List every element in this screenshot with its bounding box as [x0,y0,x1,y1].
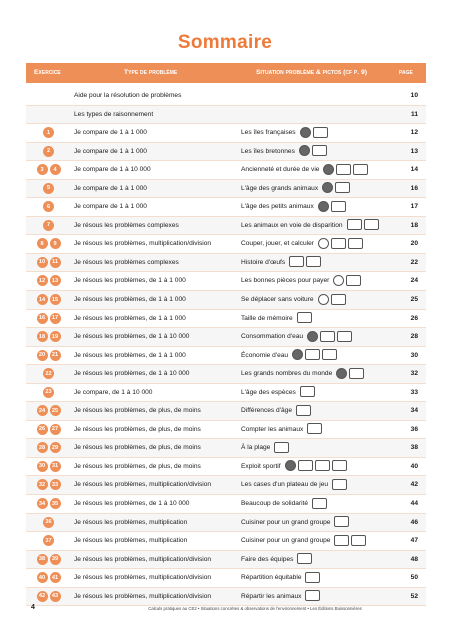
picto-box-icon [349,368,364,379]
table-row[interactable] [26,347,426,366]
exercise-numbers [26,384,71,401]
exercise-numbers [26,421,71,438]
exercise-number-badge: 21 [50,350,61,361]
page-ref: 11 [411,110,418,118]
problem-type: Je résous les problèmes, de plus, de moins [74,407,201,415]
picto-box-icon [334,516,349,527]
picto-box-icon [346,275,361,286]
exercise-number-badge: 6 [43,201,54,212]
problem-type: Je résous les problèmes complexes [74,221,179,229]
problem-type: Je compare de 1 à 10 000 [74,166,151,174]
problem-type: Je résous les problèmes, multiplication/division [74,574,212,582]
exercise-number-badge: 10 [37,257,48,268]
picto-box-icon [305,590,320,601]
exercise-number-badge: 30 [37,461,48,472]
exercise-number-badge: 29 [50,442,61,453]
exercise-number-badge: 16 [37,313,48,324]
exercise-numbers [26,495,71,512]
exercise-number-badge: 43 [50,591,61,602]
exercise-number-badge: 32 [37,479,48,490]
exercise-number-badge: 14 [37,294,48,305]
picto-box-icon [353,164,368,175]
header-type: Type de problème [124,69,178,76]
exercise-numbers [26,551,71,568]
page-ref: 33 [410,388,418,396]
exercise-number-badge: 28 [37,442,48,453]
exercise-number-badge: 17 [50,313,61,324]
exercise-number-badge: 22 [43,368,54,379]
table-row[interactable] [26,402,426,421]
picto-box-icon [331,294,346,305]
situation-label: L'âge des petits animaux [241,203,314,211]
problem-type: Je résous les problèmes, de 1 à 10 000 [74,500,190,508]
situation-label: Économie d'eau [241,351,289,359]
page-ref: 36 [410,425,418,433]
exercise-numbers [26,198,71,215]
picto-box-icon [313,127,328,138]
picto-box-icon [305,349,320,360]
exercise-numbers [26,347,71,364]
picto-group [334,517,349,527]
exercise-number-badge: 12 [37,275,48,286]
problem-type: Je compare de 1 à 1 000 [74,203,147,211]
page-ref: 34 [410,407,418,415]
picto-group [300,127,328,137]
problem-type: Je résous les problèmes, de 1 à 1 000 [74,277,186,285]
exercise-number-badge: 31 [50,461,61,472]
page-ref: 50 [410,574,418,582]
picto-box-icon [348,238,363,249]
situation-label: Les grands nombres du monde [241,370,333,378]
table-row[interactable] [26,124,426,143]
exercise-number-badge: 2 [43,146,54,157]
table-row[interactable] [26,87,426,106]
exercise-number-badge: 27 [50,424,61,435]
table-row[interactable] [26,180,426,199]
exercise-numbers [26,328,71,345]
picto-group [322,183,350,193]
picto-box-icon [320,331,335,342]
problem-type: Je résous les problèmes, de 1 à 1 000 [74,351,186,359]
problem-type: Je compare de 1 à 1 000 [74,147,147,155]
picto-box-icon [297,312,312,323]
problem-type: Je résous les problèmes, de plus, de moins [74,425,201,433]
exercise-number-badge: 3 [37,164,48,175]
exercise-number-badge: 41 [50,572,61,583]
table-row[interactable] [26,143,426,162]
exercise-numbers [26,458,71,475]
picto-group [292,350,337,360]
problem-type: Je résous les problèmes, multiplication [74,518,188,526]
problem-type: Je résous les problèmes, multiplication [74,537,188,545]
picto-group [299,146,327,156]
page-ref: 32 [410,370,418,378]
header-situation: Situation problème & pictos (cf p. 9) [256,69,368,76]
problem-type: Les types de raisonnement [74,110,154,118]
page-ref: 10 [410,92,418,99]
table-row[interactable] [26,532,426,551]
table-row[interactable] [26,254,426,273]
exercise-number-badge: 33 [50,479,61,490]
picto-group [305,572,320,582]
exercise-numbers [26,291,71,308]
picto-category-icon [307,331,318,342]
situation-label: Faire des équipes [241,555,294,563]
picto-category-icon [292,349,303,360]
picto-group [334,535,366,545]
page-ref: 20 [410,240,418,248]
situation-label: Les cases d'un plateau de jeu [241,481,329,489]
page-ref: 52 [410,592,418,600]
picto-box-icon [331,201,346,212]
picto-category-icon [318,201,329,212]
table-row[interactable] [26,291,426,310]
page-ref: 17 [410,203,418,211]
header-exercice: Exercice [34,69,61,76]
picto-group [347,220,379,230]
exercise-number-badge: 7 [43,220,54,231]
header-page: page [399,69,413,76]
situation-label: Les bonnes pièces pour payer [241,277,330,285]
picto-box-icon [332,479,347,490]
table-row[interactable] [26,458,426,477]
picto-category-icon [299,145,310,156]
exercise-numbers [26,235,71,252]
table-row[interactable] [26,272,426,291]
exercise-numbers [26,439,71,456]
situation-label: À la plage [241,444,271,452]
situation-label: Cuisiner pour un grand groupe [241,518,331,526]
page-ref: 16 [410,184,418,192]
table-body [26,87,426,606]
picto-box-icon [334,535,349,546]
table-row[interactable] [26,310,426,329]
situation-label: Cuisiner pour un grand groupe [241,537,331,545]
table-row[interactable] [26,421,426,440]
picto-box-icon [322,349,337,360]
exercise-number-badge: 1 [43,127,54,138]
page-ref: 14 [410,166,418,174]
exercise-number-badge: 40 [37,572,48,583]
exercise-number-badge: 9 [50,238,61,249]
exercise-number-badge: 23 [43,387,54,398]
situation-label: Se déplacer sans voiture [241,296,314,304]
picto-box-icon [298,460,313,471]
exercise-number-badge: 13 [50,275,61,286]
table-row[interactable] [26,495,426,514]
exercise-numbers [26,402,71,419]
picto-box-icon [332,460,347,471]
picto-group [336,368,364,378]
exercise-numbers [26,217,71,234]
exercise-numbers [26,124,71,141]
picto-group [297,313,312,323]
picto-box-icon [289,256,304,267]
picto-group [318,238,363,248]
picto-group [323,164,368,174]
table-row[interactable] [26,384,426,403]
exercise-numbers [26,143,71,160]
problem-type: Je résous les problèmes, multiplication/division [74,592,212,600]
page-ref: 42 [410,481,418,489]
exercise-number-badge: 39 [50,554,61,565]
picto-category-icon [336,368,347,379]
page-ref: 40 [410,462,418,470]
picto-group [300,387,315,397]
picto-group [333,275,361,285]
situation-label: Différences d'âge [241,407,292,415]
picto-group [318,294,346,304]
page-ref: 30 [410,351,418,359]
picto-group [307,424,322,434]
exercise-numbers [26,106,71,123]
exercise-numbers [26,365,71,382]
page-ref: 13 [410,147,418,155]
picto-box-icon [337,331,352,342]
picto-category-icon [323,164,334,175]
page-ref: 47 [410,537,418,545]
picto-box-icon [336,164,351,175]
situation-label: Répartir les animaux [241,592,302,600]
exercise-number-badge: 26 [37,424,48,435]
problem-type: Je résous les problèmes, de plus, de moins [74,444,201,452]
problem-type: Je résous les problèmes, de 1 à 1 000 [74,314,186,322]
problem-type: Je compare, de 1 à 10 000 [74,388,153,396]
picto-box-icon [335,182,350,193]
picto-group [285,461,347,471]
situation-label: Exploit sportif [241,462,281,470]
situation-label: L'âge des grands animaux [241,184,319,192]
picto-box-icon [305,572,320,583]
exercise-numbers [26,87,71,104]
exercise-number-badge: 34 [37,498,48,509]
exercise-number-badge: 42 [37,591,48,602]
picto-box-icon [306,256,321,267]
situation-label: L'âge des espèces [241,388,296,396]
picto-group [307,331,352,341]
table-row[interactable] [26,217,426,236]
exercise-numbers [26,514,71,531]
problem-type: Je résous les problèmes, multiplication/division [74,555,212,563]
picto-coin-icon [318,294,329,305]
page-ref: 26 [410,314,418,322]
problem-type: Je résous les problèmes, multiplication/division [74,481,212,489]
exercise-number-badge: 11 [50,257,61,268]
table-row[interactable] [26,198,426,217]
picto-group [274,442,289,452]
picto-group [312,498,327,508]
table-row[interactable] [26,569,426,588]
picto-coin-icon [318,238,329,249]
table-row[interactable] [26,551,426,570]
problem-type: Aide pour la résolution de problèmes [74,92,182,99]
table-row[interactable] [26,588,426,607]
picto-box-icon [300,386,315,397]
picto-group [296,405,311,415]
table-row[interactable] [26,106,426,125]
picto-category-icon [322,182,333,193]
table-row[interactable] [26,161,426,180]
table-row[interactable] [26,514,426,533]
situation-label: Couper, jouer, et calculer [241,240,314,248]
picto-box-icon [331,238,346,249]
situation-label: Les îles françaises [241,129,296,137]
page-ref: 38 [410,444,418,452]
page-ref: 44 [410,500,418,508]
problem-type: Je résous les problèmes, de 1 à 10 000 [74,370,190,378]
problem-type: Je compare de 1 à 1 000 [74,129,147,137]
picto-box-icon [315,460,330,471]
page-ref: 24 [410,277,418,285]
exercise-numbers [26,532,71,549]
picto-group [332,479,347,489]
situation-label: Les îles bretonnes [241,147,295,155]
exercise-numbers [26,254,71,271]
exercise-number-badge: 35 [50,498,61,509]
picto-category-icon [300,127,311,138]
page-ref: 48 [410,555,418,563]
situation-label: Compter les animaux [241,425,304,433]
picto-box-icon [274,442,289,453]
exercise-number-badge: 18 [37,331,48,342]
exercise-number-badge: 8 [37,238,48,249]
situation-label: Beaucoup de solidarité [241,500,309,508]
picto-box-icon [347,219,362,230]
situation-label: Répartition équitable [241,574,302,582]
problem-type: Je compare de 1 à 1 000 [74,184,147,192]
situation-label: Les animaux en voie de disparition [241,221,343,229]
picto-group [297,554,312,564]
exercise-numbers [26,569,71,586]
problem-type: Je résous les problèmes complexes [74,258,179,266]
picto-group [305,591,320,601]
exercise-number-badge: 19 [50,331,61,342]
picto-coin-icon [333,275,344,286]
picto-box-icon [351,535,366,546]
problem-type: Je résous les problèmes, de 1 à 10 000 [74,333,190,341]
situation-label: Ancienneté et durée de vie [241,166,320,174]
picto-group [289,257,321,267]
exercise-numbers [26,180,71,197]
picto-category-icon [285,460,296,471]
page-ref: 28 [410,333,418,341]
exercise-number-badge: 24 [37,405,48,416]
exercise-number-badge: 38 [37,554,48,565]
page-ref: 12 [410,129,418,137]
picto-box-icon [307,423,322,434]
situation-label: Taille de mémoire [241,314,293,322]
exercise-number-badge: 4 [50,164,61,175]
table-header [26,63,426,83]
picto-box-icon [364,219,379,230]
exercise-numbers [26,476,71,493]
picto-box-icon [297,553,312,564]
exercise-numbers [26,161,71,178]
exercise-numbers [26,272,71,289]
situation-label: Histoire d'œufs [241,258,286,266]
page-ref: 46 [410,518,418,526]
exercise-number-badge: 5 [43,183,54,194]
exercise-number-badge: 20 [37,350,48,361]
exercise-number-badge: 15 [50,294,61,305]
table-row[interactable] [26,235,426,254]
problem-type: Je résous les problèmes, de plus, de moins [74,462,201,470]
page-title: Sommaire [177,32,273,53]
exercise-numbers [26,588,71,605]
situation-label: Consommation d'eau [241,333,304,341]
exercise-numbers [26,310,71,327]
table-row[interactable] [26,439,426,458]
footer-text: Calculs pratiques au CE2 • Situations concrètes & observations de l'environnement • Les Éditions Buissonnières [148,606,362,611]
table-row[interactable] [26,328,426,347]
picto-box-icon [296,405,311,416]
page-number: 4 [31,604,35,611]
page-ref: 25 [410,296,418,304]
picto-group [318,201,346,211]
problem-type: Je résous les problèmes, multiplication/division [74,240,212,248]
exercise-number-badge: 36 [43,517,54,528]
table-row[interactable] [26,365,426,384]
problem-type: Je résous les problèmes, de 1 à 1 000 [74,296,186,304]
exercise-number-badge: 25 [50,405,61,416]
table-row[interactable] [26,476,426,495]
page-ref: 22 [410,258,418,266]
page-ref: 18 [410,221,418,229]
picto-box-icon [312,145,327,156]
picto-box-icon [312,498,327,509]
exercise-number-badge: 37 [43,535,54,546]
